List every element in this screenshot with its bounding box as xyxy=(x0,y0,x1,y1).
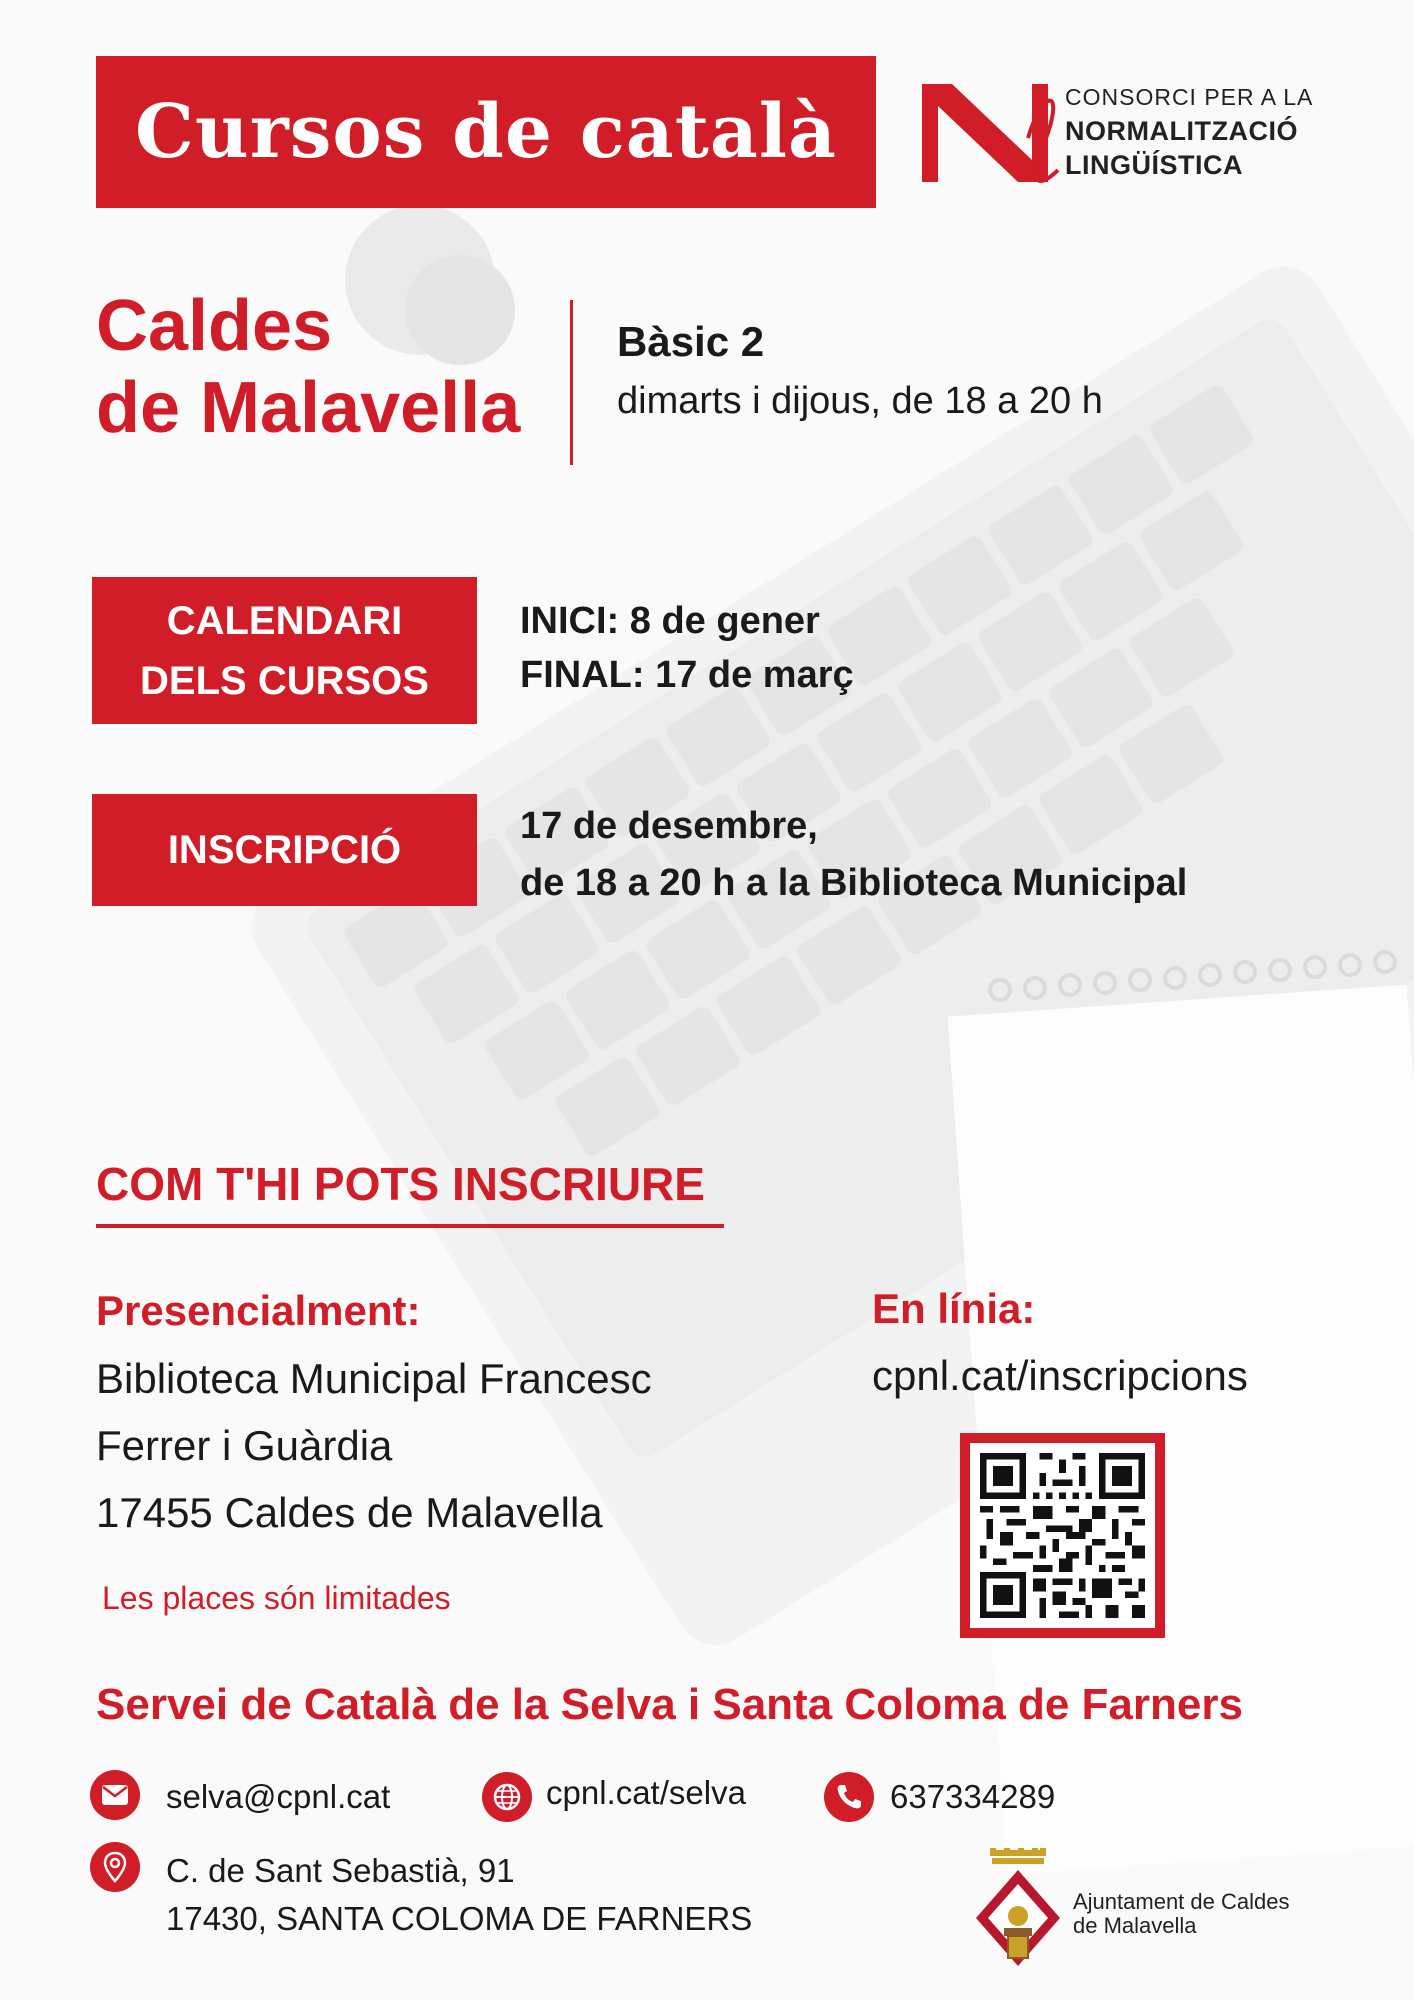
course-town-line-1: Caldes xyxy=(96,286,333,366)
globe-icon xyxy=(482,1772,532,1822)
in-person-address-line: Ferrer i Guàrdia xyxy=(96,1422,393,1469)
online-registration-link[interactable]: cpnl.cat/inscripcions xyxy=(872,1352,1248,1399)
contact-address-line-1: C. de Sant Sebastià, 91 xyxy=(166,1852,515,1889)
logo-line-3: LINGÜÍSTICA xyxy=(1065,150,1243,180)
ajuntament-line-2: de Malavella xyxy=(1073,1913,1197,1938)
how-to-register-heading: COM T'HI POTS INSCRIURE xyxy=(96,1158,705,1210)
location-icon xyxy=(90,1842,140,1892)
calendar-label-line-2: DELS CURSOS xyxy=(140,658,429,703)
page-title: Cursos de català xyxy=(135,89,837,175)
qr-code[interactable] xyxy=(960,1433,1165,1638)
registration-date: 17 de desembre, xyxy=(520,805,818,847)
logo-line-2: NORMALITZACIÓ xyxy=(1065,116,1298,146)
course-schedule: dimarts i dijous, de 18 a 20 h xyxy=(617,380,1103,422)
calendar-label-box xyxy=(92,577,477,724)
ajuntament-logo xyxy=(968,1848,1308,1988)
limited-places-note: Les places són limitades xyxy=(102,1580,451,1616)
in-person-address-line: Biblioteca Municipal Francesc xyxy=(96,1355,652,1402)
course-town-line-2: de Malavella xyxy=(96,368,521,448)
coat-of-arms-icon xyxy=(968,1848,1068,1988)
calendar-label-line-1: CALENDARI xyxy=(166,598,403,643)
phone-icon xyxy=(824,1772,874,1822)
contact-email[interactable]: selva@cpnl.cat xyxy=(166,1778,391,1815)
qr-code-image xyxy=(980,1453,1145,1618)
service-name: Servei de Català de la Selva i Santa Coloma de Farners xyxy=(96,1680,1243,1729)
contact-website[interactable]: cpnl.cat/selva xyxy=(546,1774,746,1811)
course-town xyxy=(96,285,566,449)
cpnl-logo xyxy=(920,78,1320,188)
logo-line-1: CONSORCI PER A LA xyxy=(1065,84,1314,110)
calendar-start: INICI: 8 de gener xyxy=(520,600,820,642)
course-level: Bàsic 2 xyxy=(617,318,765,365)
contact-phone[interactable]: 637334289 xyxy=(890,1778,1056,1815)
divider-vertical xyxy=(570,300,573,465)
email-icon xyxy=(90,1770,140,1820)
registration-label-box xyxy=(92,794,477,906)
cpnl-logo-icon xyxy=(920,78,1060,188)
in-person-label: Presencialment: xyxy=(96,1287,421,1334)
heading-underline xyxy=(96,1224,724,1228)
in-person-address-line: 17455 Caldes de Malavella xyxy=(96,1489,603,1536)
contact-address-line-2: 17430, SANTA COLOMA DE FARNERS xyxy=(166,1900,753,1937)
registration-place: de 18 a 20 h a la Biblioteca Municipal xyxy=(520,862,1188,904)
calendar-end: FINAL: 17 de març xyxy=(520,654,854,696)
online-label: En línia: xyxy=(872,1285,1036,1332)
registration-label: INSCRIPCIÓ xyxy=(167,827,402,872)
ajuntament-line-1: Ajuntament de Caldes xyxy=(1073,1889,1290,1914)
title-banner xyxy=(96,56,876,208)
